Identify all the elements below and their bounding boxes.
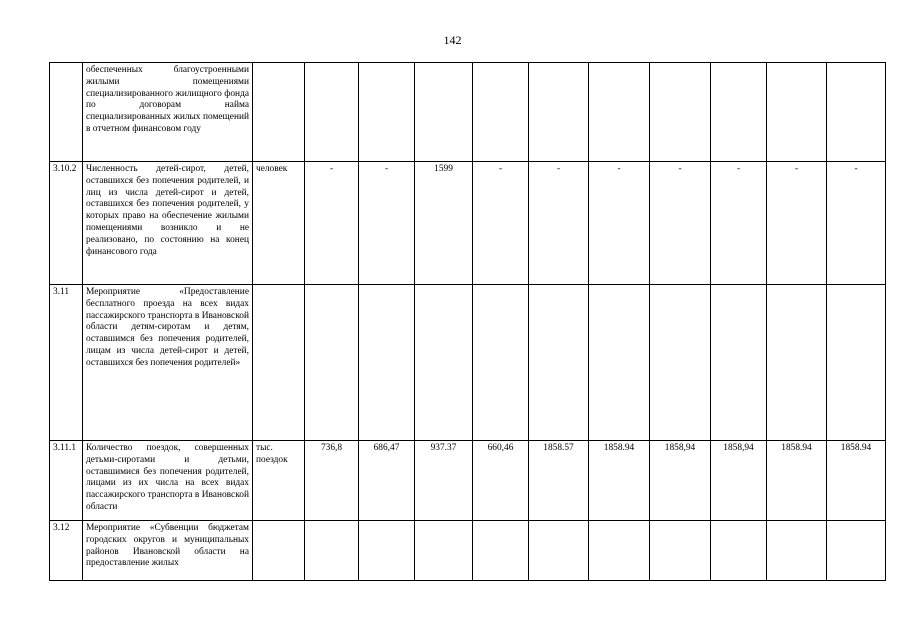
row-unit	[253, 285, 305, 441]
row-value	[359, 521, 415, 581]
row-value	[305, 63, 359, 162]
row-value: 1858.94	[827, 441, 886, 521]
row-code: 3.11.1	[50, 441, 83, 521]
row-value: -	[827, 162, 886, 285]
row-value	[767, 285, 827, 441]
row-value	[359, 285, 415, 441]
row-value: -	[305, 162, 359, 285]
table-row	[50, 63, 886, 162]
table-row	[50, 521, 886, 581]
row-code: 3.11	[50, 285, 83, 441]
row-description: обеспеченных благоустроенными жилыми помещениями специализированного жилищного фонда по договорам найма специализированных жилых помещений в отчетном финансовом году	[83, 63, 253, 162]
table-row	[50, 441, 886, 521]
row-value	[650, 285, 711, 441]
row-value: -	[359, 162, 415, 285]
row-value	[359, 63, 415, 162]
row-value: 1858.57	[529, 441, 589, 521]
row-value	[711, 521, 767, 581]
table-row	[50, 162, 886, 285]
row-value	[767, 521, 827, 581]
row-value	[650, 63, 711, 162]
table-body	[50, 63, 886, 581]
row-code	[50, 63, 83, 162]
row-description: Количество поездок, совершенных детьми-сиротами и детьми, оставшимися без попечения родителей, лицами из их числа на всех видах пассажирского транспорта в Ивановской области	[83, 441, 253, 521]
row-unit: тыс. поездок	[253, 441, 305, 521]
row-value	[529, 63, 589, 162]
row-value: -	[711, 162, 767, 285]
row-description: Мероприятие «Субвенции бюджетам городских округов и муниципальных районов Ивановской области на предоставление жилых	[83, 521, 253, 581]
row-value: -	[767, 162, 827, 285]
row-value	[767, 63, 827, 162]
row-value	[415, 63, 473, 162]
table-row	[50, 285, 886, 441]
row-value: -	[473, 162, 529, 285]
row-value	[415, 521, 473, 581]
row-code: 3.12	[50, 521, 83, 581]
data-table	[49, 62, 886, 581]
row-value	[711, 285, 767, 441]
row-value	[305, 285, 359, 441]
row-value: 736,8	[305, 441, 359, 521]
page-number: 142	[443, 33, 462, 47]
row-value	[529, 285, 589, 441]
row-value: 1858,94	[711, 441, 767, 521]
row-value	[473, 521, 529, 581]
row-value	[589, 285, 650, 441]
row-code: 3.10.2	[50, 162, 83, 285]
row-value: 1599	[415, 162, 473, 285]
row-value: -	[650, 162, 711, 285]
row-value	[529, 521, 589, 581]
row-value: 660,46	[473, 441, 529, 521]
row-value	[827, 63, 886, 162]
row-value: 1858,94	[650, 441, 711, 521]
row-value	[827, 521, 886, 581]
row-value	[473, 63, 529, 162]
row-value: 1858.94	[589, 441, 650, 521]
row-value	[650, 521, 711, 581]
row-value: 937.37	[415, 441, 473, 521]
row-value	[305, 521, 359, 581]
row-value	[711, 63, 767, 162]
row-value	[473, 285, 529, 441]
row-unit	[253, 521, 305, 581]
row-value	[589, 521, 650, 581]
row-value: -	[589, 162, 650, 285]
row-value	[827, 285, 886, 441]
row-description: Численность детей-сирот, детей, оставшихся без попечения родителей, и лиц из числа детей-сирот и детей, оставшихся без попечения родителей, у которых право на обеспечение жилыми помещениями возникло и не реализовано, по состоянию на конец финансового года	[83, 162, 253, 285]
row-value	[589, 63, 650, 162]
row-value: 1858.94	[767, 441, 827, 521]
row-unit	[253, 63, 305, 162]
row-unit: человек	[253, 162, 305, 285]
row-description: Мероприятие «Предоставление бесплатного проезда на всех видах пассажирского транспорта в Ивановской области детям-сиротам и детям, оставшимся без попечения родителей, лицам из числа детей-сирот и детей, оставшихся без попечения родителей»	[83, 285, 253, 441]
row-value	[415, 285, 473, 441]
row-value: 686,47	[359, 441, 415, 521]
row-value: -	[529, 162, 589, 285]
